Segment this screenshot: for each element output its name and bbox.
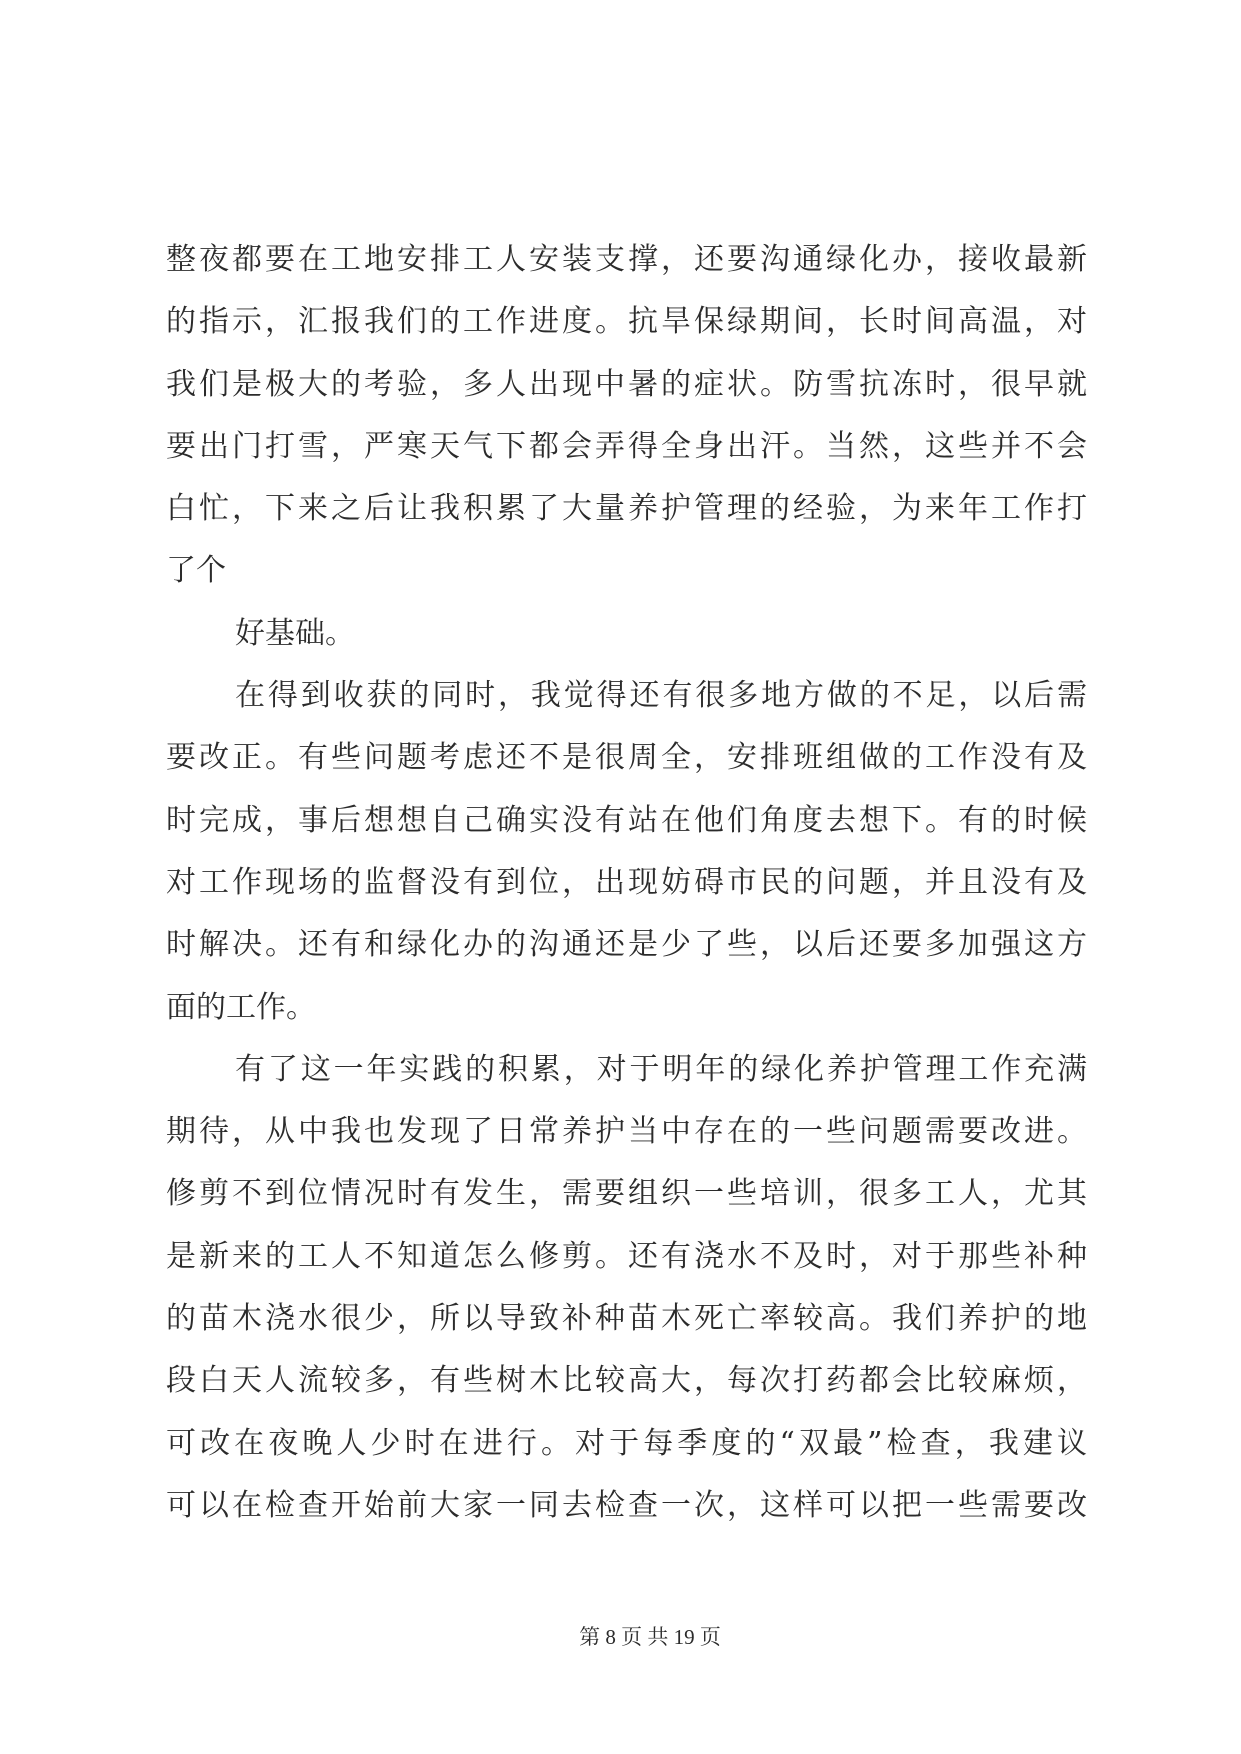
page-footer: 第 8 页 共 19 页 <box>579 1625 721 1649</box>
body-line: 白忙，下来之后让我积累了大量养护管理的经验，为来年工作打 <box>166 491 1087 527</box>
body-line: 时解决。还有和绿化办的沟通还是少了些，以后还要多加强这方 <box>166 927 1087 963</box>
document-body <box>166 229 1087 1537</box>
body-line: 的苗木浇水很少，所以导致补种苗木死亡率较高。我们养护的地 <box>166 1301 1087 1337</box>
body-line: 要出门打雪，严寒天气下都会弄得全身出汗。当然，这些并不会 <box>166 428 1087 464</box>
body-line: 时完成，事后想想自己确实没有站在他们角度去想下。有的时候 <box>166 802 1087 838</box>
body-line: 面的工作。 <box>166 989 316 1025</box>
body-line: 可以在检查开始前大家一同去检查一次，这样可以把一些需要改 <box>166 1487 1087 1523</box>
body-line: 了个 <box>166 553 226 589</box>
body-line: 期待，从中我也发现了日常养护当中存在的一些问题需要改进。 <box>166 1114 1087 1150</box>
body-line: 是新来的工人不知道怎么修剪。还有浇水不及时，对于那些补种 <box>166 1238 1087 1274</box>
body-line: 可改在夜晚人少时在进行。对于每季度的“双最”检查，我建议 <box>166 1425 1087 1461</box>
body-line: 要改正。有些问题考虑还不是很周全，安排班组做的工作没有及 <box>166 740 1087 776</box>
body-line: 修剪不到位情况时有发生，需要组织一些培训，很多工人，尤其 <box>166 1176 1087 1212</box>
body-line: 在得到收获的同时，我觉得还有很多地方做的不足，以后需 <box>235 678 1087 714</box>
body-line: 对工作现场的监督没有到位，出现妨碍市民的问题，并且没有及 <box>166 864 1087 900</box>
body-line: 我们是极大的考验，多人出现中暑的症状。防雪抗冻时，很早就 <box>166 366 1087 402</box>
body-line: 整夜都要在工地安排工人安装支撑，还要沟通绿化办，接收最新 <box>166 242 1087 277</box>
body-line: 有了这一年实践的积累，对于明年的绿化养护管理工作充满 <box>235 1051 1087 1087</box>
body-line: 的指示，汇报我们的工作进度。抗旱保绿期间，长时间高温，对 <box>166 304 1087 340</box>
body-line: 段白天人流较多，有些树木比较高大，每次打药都会比较麻烦， <box>166 1363 1087 1399</box>
body-line: 好基础。 <box>235 615 355 651</box>
